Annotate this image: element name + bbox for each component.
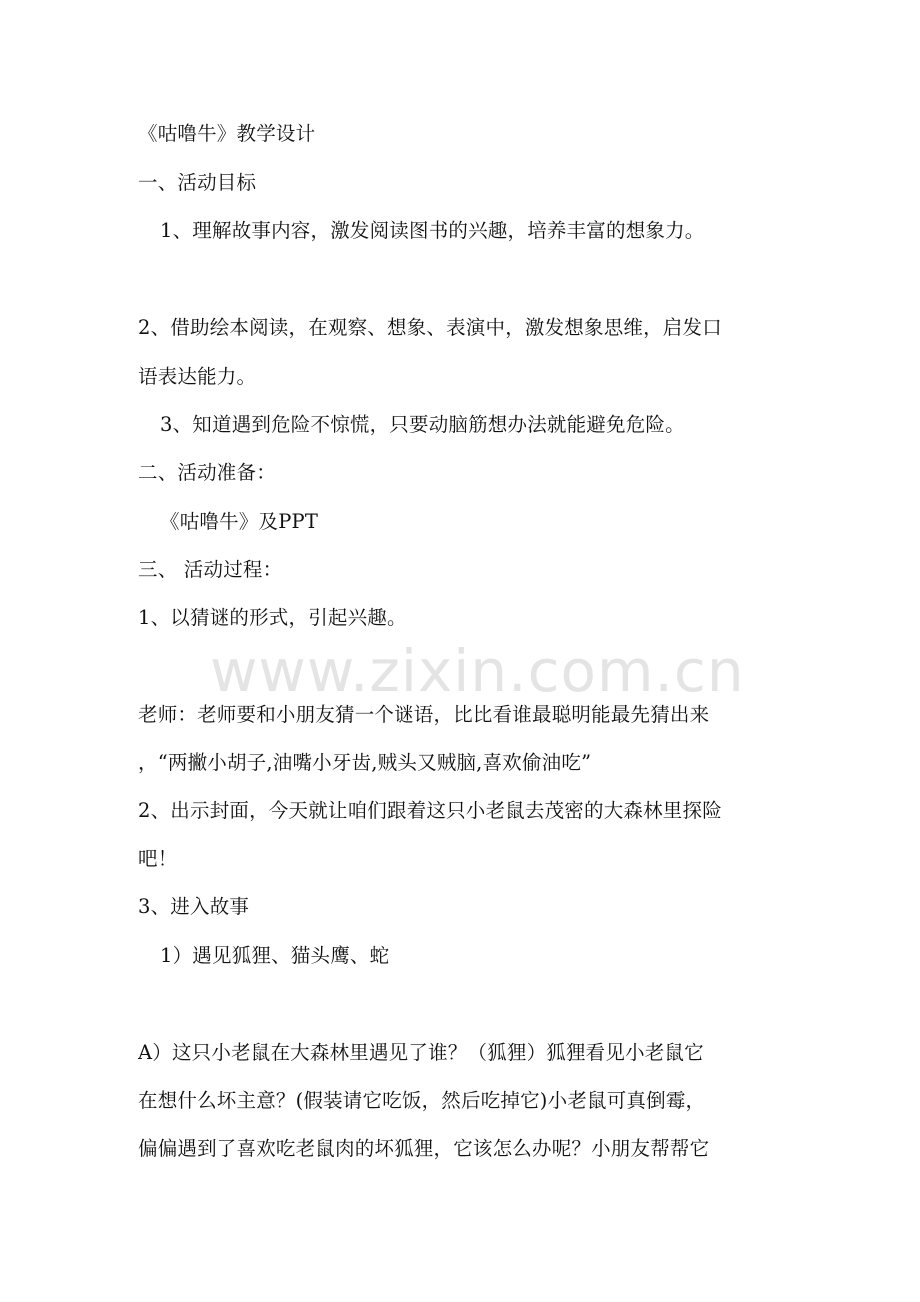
section-heading: 三、 活动过程： bbox=[138, 558, 283, 581]
paragraph-line: ，“两撇小胡子,油嘴小牙齿,贼头又贼脑,喜欢偷油吃” bbox=[138, 751, 592, 774]
paragraph-line: 偏偏遇到了喜欢吃老鼠肉的坏狐狸，它该怎么办呢？小朋友帮帮它 bbox=[138, 1137, 710, 1160]
paragraph-line: 语表达能力。 bbox=[138, 365, 257, 388]
paragraph-line: A）这只小老鼠在大森林里遇见了谁？（狐狸）狐狸看见小老鼠它 bbox=[138, 1041, 704, 1064]
watermark: www.zixin.com.cn bbox=[210, 637, 745, 705]
paragraph-line: 吧！ bbox=[138, 847, 178, 870]
paragraph-line: 1、理解故事内容，激发阅读图书的兴趣，培养丰富的想象力。 bbox=[160, 219, 705, 242]
paragraph-line: 1、以猜谜的形式，引起兴趣。 bbox=[138, 606, 407, 629]
section-heading: 二、活动准备： bbox=[138, 461, 276, 484]
paragraph-line: 老师：老师要和小朋友猜一个谜语，比比看谁最聪明能最先猜出来 bbox=[138, 703, 710, 726]
paragraph-line: 1）遇见狐狸、猫头鹰、蛇 bbox=[160, 944, 390, 967]
section-heading: 一、活动目标 bbox=[138, 171, 257, 194]
paragraph-line: 在想什么坏主意？(假装请它吃饭，然后吃掉它)小老鼠可真倒霉， bbox=[138, 1089, 706, 1112]
paragraph-line: 2、出示封面，今天就让咱们跟着这只小老鼠去茂密的大森林里探险 bbox=[138, 799, 722, 822]
section-heading: 3、进入故事 bbox=[138, 895, 250, 918]
document-title: 《咕噜牛》教学设计 bbox=[138, 122, 316, 145]
paragraph-line: 《咕噜牛》及PPT bbox=[160, 510, 319, 533]
paragraph-line: 3、知道遇到危险不惊慌，只要动脑筋想办法就能避免危险。 bbox=[160, 413, 685, 436]
paragraph-line: 2、借助绘本阅读，在观察、想象、表演中，激发想象思维，启发口 bbox=[138, 316, 722, 339]
